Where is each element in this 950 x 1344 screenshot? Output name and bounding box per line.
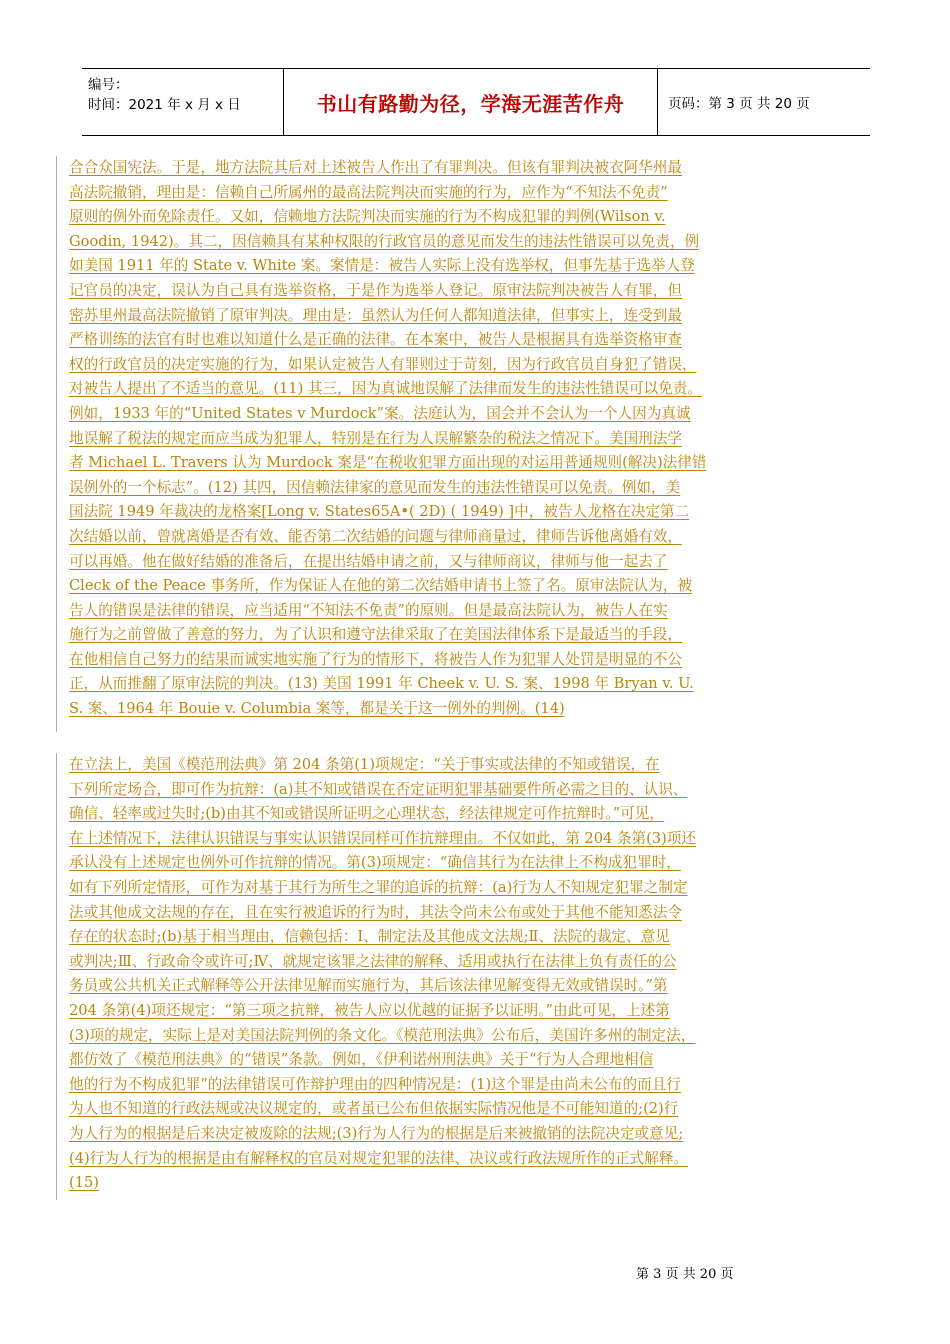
text-line-content: 在上述情况下，法律认识错误与事实认识错误同样可作抗辩理由。不仅如此，第 204 条第(3)项还 <box>69 829 696 847</box>
text-line <box>69 230 896 255</box>
text-line-content: 者 Michael L. Travers 认为 Murdock 案是“在税收犯罪方面出现的对运用普通规则(解决)法律错 <box>69 454 707 472</box>
text-line <box>69 1171 896 1196</box>
text-line-content: Goodin, 1942)。其二，因信赖具有某种权限的行政官员的意见而发生的违法性错误可以免责，例 <box>69 232 700 250</box>
text-line <box>69 901 896 926</box>
text-line <box>69 974 896 999</box>
text-line <box>69 1073 896 1098</box>
text-line-content: 地误解了税法的规定而应当成为犯罪人，特别是在行为人误解繁杂的税法之情况下。美国刑法学 <box>69 429 682 447</box>
text-line-content: 原则的例外而免除责任。又如，信赖地方法院判决而实施的行为不构成犯罪的判例(Wilson v. <box>69 208 666 226</box>
text-line <box>69 672 896 697</box>
text-line <box>69 623 896 648</box>
text-line <box>69 876 896 901</box>
text-line <box>69 279 896 304</box>
text-line-content: 法或其他成文法规的存在，且在实行被追诉的行为时，其法令尚未公布或处于其他不能知悉法令 <box>69 903 682 921</box>
text-line <box>69 181 896 206</box>
text-line <box>69 328 896 353</box>
text-line-content: 告人的错误是法律的错误，应当适用“不知法不免责”的原则。但是最高法院认为，被告人在实 <box>69 601 668 619</box>
text-line-content: 国法院 1949 年裁决的龙格案[Long v. States65A•( 2D) ( 1949) ]中，被告人龙格在决定第二 <box>69 503 690 521</box>
text-line <box>69 802 896 827</box>
text-line-content: 如美国 1911 年的 State v. White 案。案情是：被告人实际上没有选举权，但事先基于选举人登 <box>69 257 695 275</box>
text-line-content: 施行为之前曾做了善意的努力，为了认识和遵守法律采取了在美国法律体系下是最适当的手段， <box>69 626 682 644</box>
text-line <box>69 156 896 181</box>
text-line <box>69 599 896 624</box>
text-line <box>69 1147 896 1172</box>
text-line-content: Cleck of the Peace 事务所，作为保证人在他的第二次结婚申请书上签了名。原审法院认为，被 <box>69 577 693 595</box>
text-line <box>69 427 896 452</box>
page-header <box>82 68 870 136</box>
text-line <box>69 353 896 378</box>
header-page-label: 页码：第 3 页 共 20 页 <box>668 96 810 112</box>
text-line-content: S. 案、1964 年 Bouie v. Columbia 案等，都是关于这一例外的判例。(14) <box>69 700 565 718</box>
text-line-content: 下列所定场合，即可作为抗辩：(a)其不知或错误在否定证明犯罪基础要件所必需之目的、认识、 <box>69 780 688 798</box>
text-line <box>69 827 896 852</box>
text-line <box>69 476 896 501</box>
header-meta <box>82 69 284 135</box>
text-line-content: (15) <box>69 1174 99 1192</box>
text-line <box>69 999 896 1024</box>
text-line <box>69 402 896 427</box>
text-line-content: 记官员的决定，误认为自己具有选举资格，于是作为选举人登记。原审法院判决被告人有罪，但 <box>69 281 682 299</box>
text-line-content: 高法院撤销，理由是：信赖自己所属州的最高法院判决而实施的行为，应作为“不知法不免责” <box>69 183 668 201</box>
text-line-content: 例如，1933 年的“United States v Murdock”案。法庭认为，国会并不会认为一个人因为真诚 <box>69 404 691 422</box>
paragraph-2-text <box>69 753 896 1196</box>
text-line-content: 正，从而推翻了原审法院的判决。(13) 美国 1991 年 Cheek v. U. S. 案、1998 年 Bryan v. U. <box>69 675 694 693</box>
text-line <box>69 697 896 722</box>
text-line <box>69 1122 896 1147</box>
text-line <box>69 1097 896 1122</box>
text-line <box>69 851 896 876</box>
text-line <box>69 753 896 778</box>
text-line-content: 为人也不知道的行政法规或决议规定的，或者虽已公布但依据实际情况他是不可能知道的;(2)行 <box>69 1100 679 1118</box>
text-line-content: 务员或公共机关正式解释等公开法律见解而实施行为，其后该法律见解变得无效或错误时。”第 <box>69 977 668 995</box>
header-time-label: 时间：2021 年 x 月 x 日 <box>88 97 241 113</box>
text-line-content: 合合众国宪法。于是，地方法院其后对上述被告人作出了有罪判决。但该有罪判决被衣阿华州最 <box>69 159 682 176</box>
text-line <box>69 525 896 550</box>
text-line-content: 存在的状态时;(b)基于相当理由，信赖包括：Ⅰ、制定法及其他成文法规;Ⅱ、法院的裁定、意见 <box>69 928 670 946</box>
text-line <box>69 778 896 803</box>
page-footer: 第 3 页 共 20 页 <box>636 1267 734 1282</box>
text-line <box>69 205 896 230</box>
text-line <box>69 377 896 402</box>
text-line <box>69 574 896 599</box>
text-line-content: (4)行为人行为的根据是由有解释权的官员对规定犯罪的法律、决议或行政法规所作的正式解释。 <box>69 1149 689 1167</box>
text-line <box>69 950 896 975</box>
text-line-content: 次结婚以前，曾就离婚是否有效、能否第二次结婚的问题与律师商量过，律师告诉他离婚有效， <box>69 527 682 545</box>
text-line-content: 承认没有上述规定也例外可作抗辩的情况。第(3)项规定：“确信其行为在法律上不构成犯罪时， <box>69 854 681 872</box>
text-line-content: 或判决;Ⅲ、行政命令或许可;Ⅳ、就规定该罪之法律的解释、适用或执行在法律上负有责任的公 <box>69 952 677 970</box>
text-line <box>69 1024 896 1049</box>
text-line-content: (3)项的规定，实际上是对美国法院判例的条文化。《模范刑法典》公布后，美国许多州的制定法， <box>69 1026 696 1044</box>
text-line <box>69 500 896 525</box>
text-line-content: 权的行政官员的决定实施的行为，如果认定被告人有罪则过于苛刻，因为行政官员自身犯了错误， <box>69 355 697 373</box>
text-line-content: 误例外的一个标志”。(12) 其四，因信赖法律家的意见而发生的违法性错误可以免责。例如，美 <box>69 478 681 496</box>
text-line <box>69 550 896 575</box>
text-line-content: 密苏里州最高法院撤销了原审判决。理由是：虽然认为任何人都知道法律，但事实上，连受到最 <box>69 306 682 324</box>
text-line-content: 在他相信自己努力的结果而诚实地实施了行为的情形下，将被告人作为犯罪人处罚是明显的不公 <box>69 650 682 668</box>
header-number-label: 编号： <box>88 77 129 93</box>
text-line-content: 确信、轻率或过失时;(b)由其不知或错误所证明之心理状态，经法律规定可作抗辩时。”可见， <box>69 805 664 823</box>
text-line-content: 为人行为的根据是后来决定被废除的法规;(3)行为人行为的根据是后来被撤销的法院决定或意见; <box>69 1124 684 1142</box>
paragraph-1-text <box>69 156 896 722</box>
text-line <box>69 254 896 279</box>
paragraph-1 <box>56 156 896 732</box>
text-line-content: 如有下列所定情形，可作为对基于其行为所生之罪的追诉的抗辩：(a)行为人不知规定犯罪之制定 <box>69 878 688 896</box>
header-motto: 书山有路勤为径，学海无涯苦作舟 <box>284 69 658 135</box>
text-line-content: 他的行为不构成犯罪”的法律错误可作辩护理由的四种情况是：(1)这个罪是由尚未公布的而且行 <box>69 1075 681 1093</box>
text-line-content: 在立法上，美国《模范刑法典》第 204 条第(1)项规定：“关于事实或法律的不知或错误，在 <box>69 756 660 773</box>
text-line-content: 可以再婚。他在做好结婚的准备后，在提出结婚申请之前，又与律师商议，律师与他一起去了 <box>69 552 668 570</box>
text-line-content: 对被告人提出了不适当的意见。(11) 其三，因为真诚地误解了法律而发生的违法性错误可以免责。 <box>69 380 702 398</box>
text-line-content: 都仿效了《模范刑法典》的“错误”条款。例如，《伊利诺州刑法典》关于“行为人合理地相信 <box>69 1051 654 1069</box>
text-line-content: 严格训练的法官有时也难以知道什么是正确的法律。在本案中，被告人是根据具有选举资格审查 <box>69 331 682 349</box>
paragraph-2 <box>56 753 896 1200</box>
text-line-content: 204 条第(4)项还规定：“第三项之抗辩，被告人应以优越的证据予以证明。”由此可见，上述第 <box>69 1001 670 1019</box>
text-line <box>69 1048 896 1073</box>
text-line <box>69 304 896 329</box>
text-line <box>69 925 896 950</box>
text-line <box>69 451 896 476</box>
text-line <box>69 648 896 673</box>
